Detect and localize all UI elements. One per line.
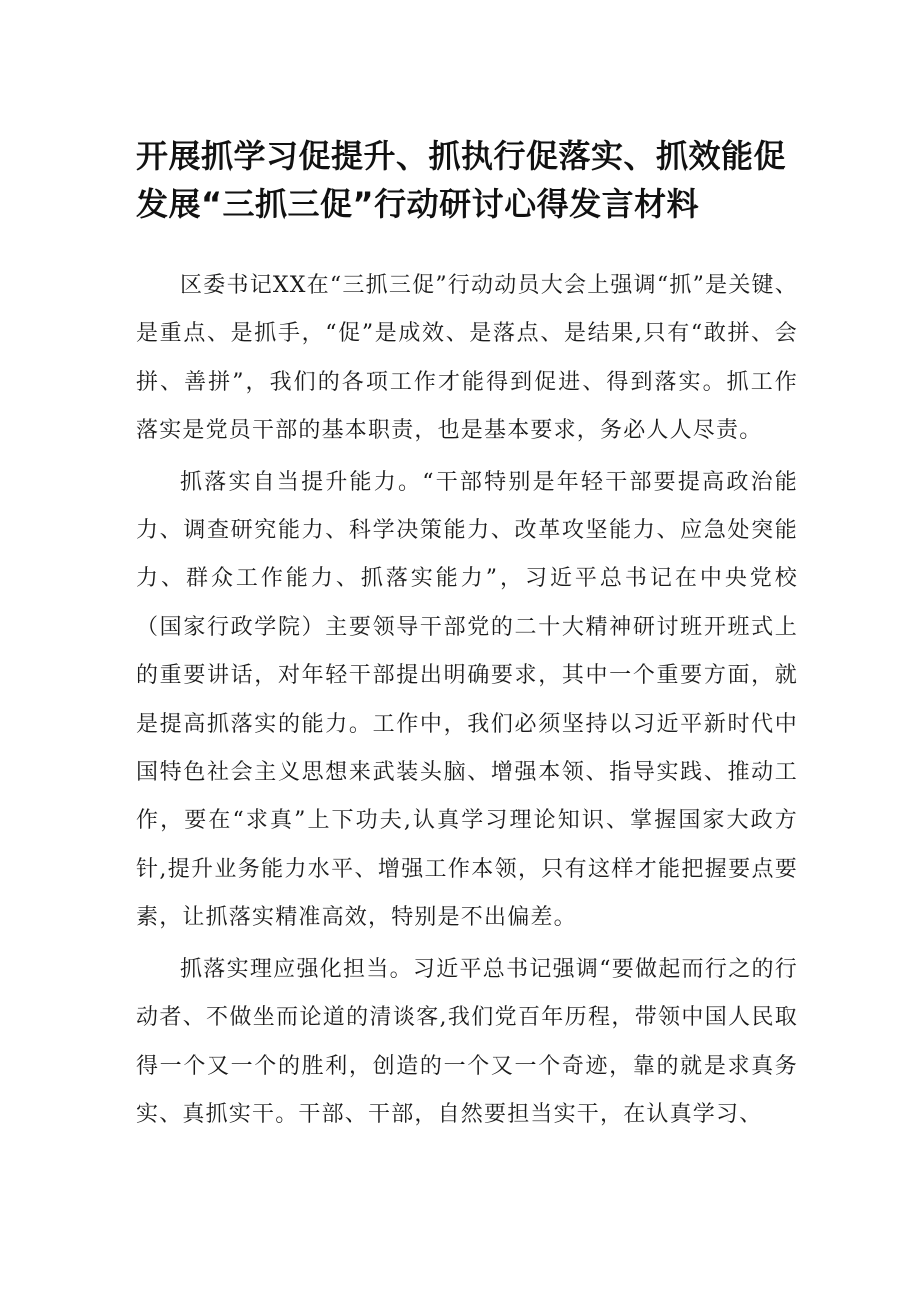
title-line-2: 发展“三抓三促”行动研讨心得发言材料 (136, 185, 700, 223)
title-line-1: 开展抓学习促提升、抓执行促落实、抓效能促 (136, 137, 787, 175)
paragraph-1: 区委书记XX在“三抓三促”行动动员大会上强调“抓”是关键、是重点、是抓手，“促”是成效、是落点、是结果,只有“敢拼、会拼、善拼”，我们的各项工作才能得到促进、得到落实。抓工作落实是党员干部的基本职责，也是基本要求，务必人人尽责。 (136, 273, 798, 444)
paragraph-2: 抓落实自当提升能力。“干部特别是年轻干部要提高政治能力、调查研究能力、科学决策能力、改革攻坚能力、应急处突能力、群众工作能力、抓落实能力”，习近平总书记在中央党校（国家行政学院）主要领导干部党的二十大精神研讨班开班式上的重要讲话，对年轻干部提出明确要求，其中一个重要方面，就是提高抓落实的能力。工作中，我们必须坚持以习近平新时代中国特色社会主义思想来武装头脑、增强本领、指导实践、推动工作，要在“求真”上下功夫,认真学习理论知识、掌握国家大政方针,提升业务能力水平、增强工作本领，只有这样才能把握要点要素，让抓落实精准高效，特别是不出偏差。 (136, 469, 798, 931)
document-body (136, 262, 798, 1139)
paragraph-3: 抓落实理应强化担当。习近平总书记强调“要做起而行之的行动者、不做坐而论道的清谈客,我们党百年历程，带领中国人民取得一个又一个的胜利，创造的一个又一个奇迹，靠的就是求真务实、真抓实干。干部、干部，自然要担当实干，在认真学习、 (136, 956, 798, 1127)
document-title (136, 132, 796, 228)
